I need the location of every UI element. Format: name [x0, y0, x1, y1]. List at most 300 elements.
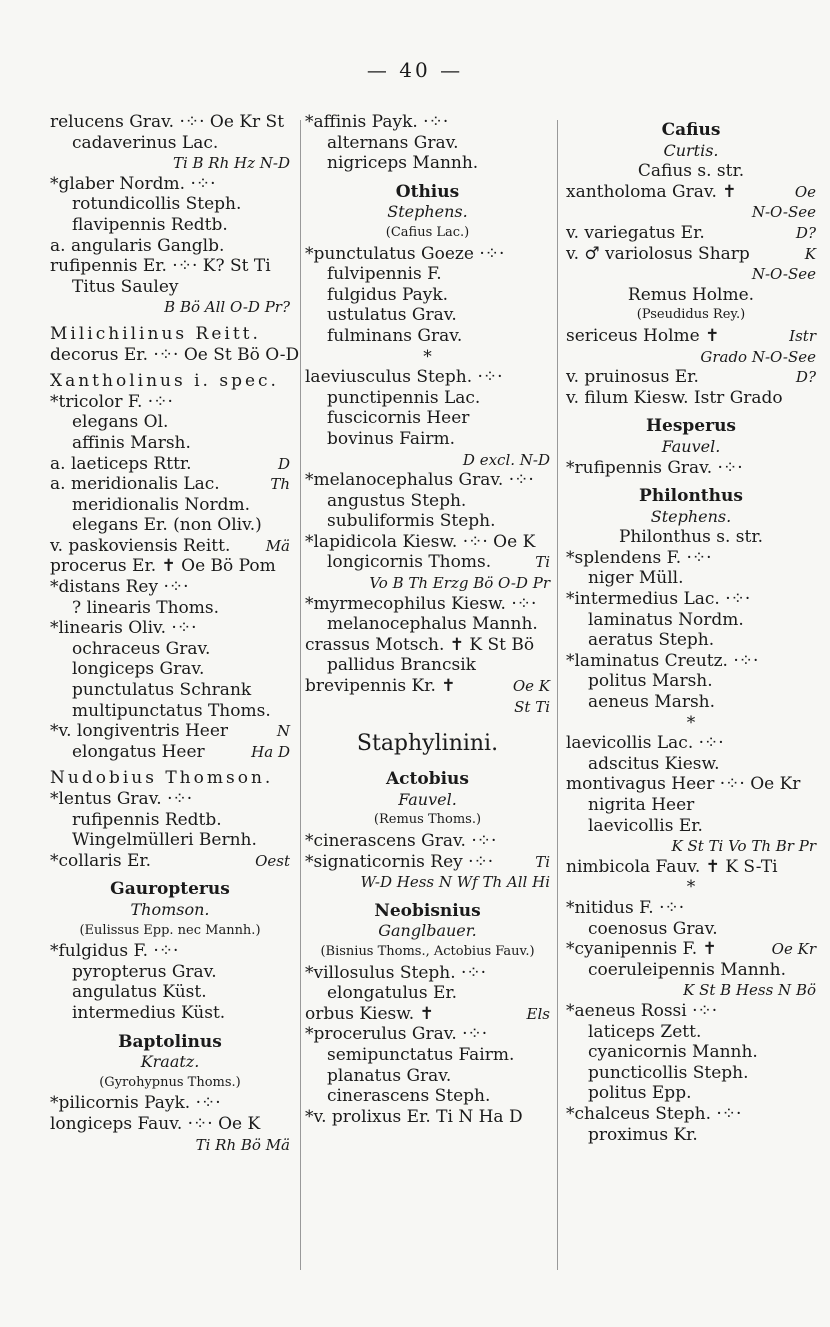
species-entry: [566, 919, 816, 940]
species-entry: [50, 412, 290, 433]
entry-text: ? linearis Thoms.: [72, 597, 219, 618]
entry-text: rufipennis Er. ·⁘· K? St Ti: [50, 256, 271, 277]
species-entry: [305, 408, 550, 429]
species-entry: [305, 326, 550, 347]
entry-text: *nitidus F. ·⁘·: [566, 897, 685, 918]
entry-text: multipunctatus Thoms.: [72, 700, 271, 721]
entry-text: meridionalis Nordm.: [72, 494, 251, 515]
species-entry: [305, 153, 550, 174]
genus-author: [50, 900, 290, 921]
species-entry: [566, 1063, 816, 1084]
entry-text: adscitus Kiesw.: [588, 753, 720, 774]
tribe-heading: [305, 727, 550, 761]
species-entry: [566, 458, 816, 479]
species-entry: [566, 774, 816, 795]
genus-author: [305, 202, 550, 223]
entry-text: (Cafius Lac.): [385, 224, 470, 240]
species-entry: [566, 223, 816, 244]
entry-text: (Pseudidus Rey.): [636, 307, 746, 323]
entry-text: Neobisnius: [374, 900, 481, 921]
entry-text: *lapidicola Kiesw. ·⁘· Oe K: [305, 531, 536, 552]
entry-text: punctipennis Lac.: [327, 387, 481, 408]
species-entry: [50, 962, 290, 983]
species-entry: [50, 133, 290, 154]
distribution-text: K: [804, 244, 816, 263]
entry-text: v. filum Kiesw. Istr Grado: [566, 387, 783, 408]
entry-text: procerus Er. ✝ Oe Bö Pom: [50, 556, 276, 577]
entry-text: *lentus Grav. ·⁘·: [50, 789, 193, 809]
genus-heading: [50, 1032, 290, 1053]
species-entry: [50, 236, 290, 257]
species-entry: [50, 789, 290, 810]
genus-heading: [50, 879, 290, 900]
genus-author: [305, 790, 550, 811]
species-entry: [305, 676, 550, 697]
entry-text: *cinerascens Grav. ·⁘·: [305, 831, 497, 851]
distribution-text: Istr: [789, 326, 816, 345]
species-entry: [50, 112, 290, 133]
species-entry: [50, 851, 290, 872]
entry-text: intermedius Küst.: [72, 1002, 226, 1023]
section-heading: [566, 877, 816, 898]
entry-text: puncticollis Steph.: [588, 1062, 749, 1083]
species-entry: [50, 701, 290, 722]
species-entry: [50, 297, 290, 318]
species-entry: [50, 495, 290, 516]
synonym-note: [566, 305, 816, 326]
species-entry: [566, 244, 816, 265]
species-entry: [50, 1003, 290, 1024]
entry-text: *intermedius Lac. ·⁘·: [566, 589, 751, 610]
species-entry: [566, 347, 816, 368]
distribution-text: K St B Hess N Bö: [683, 981, 816, 1000]
entry-text: subuliformis Steph.: [327, 511, 496, 532]
species-entry: [305, 491, 550, 512]
species-entry: [50, 618, 290, 639]
entry-text: Stephens.: [650, 506, 732, 526]
entry-text: brevipennis Kr. ✝: [305, 676, 456, 697]
entry-text: cinerascens Steph.: [327, 1086, 491, 1107]
entry-text: nigrita Heer: [588, 795, 695, 815]
section-heading: [566, 527, 816, 548]
column-right: [566, 112, 816, 1145]
species-entry: [305, 450, 550, 471]
distribution-text: Vo B Th Erzg Bö O-D Pr: [369, 574, 550, 593]
species-entry: [566, 898, 816, 919]
synonym-note: [305, 810, 550, 831]
entry-text: elongatulus Er.: [327, 983, 458, 1004]
distribution-text: N-O-See: [751, 203, 816, 222]
entry-text: Fauvel.: [398, 789, 457, 809]
entry-text: Xantholinus i. spec.: [50, 371, 279, 392]
species-entry: [50, 392, 290, 413]
species-entry: [566, 610, 816, 631]
entry-text: Othius: [395, 181, 460, 202]
entry-text: Philonthus s. str.: [618, 527, 764, 548]
entry-text: sericeus Holme ✝: [566, 325, 720, 346]
entry-text: (Remus Thoms.): [373, 812, 482, 828]
section-heading: [566, 161, 816, 182]
entry-text: Cafius s. str.: [637, 161, 745, 182]
species-entry: [305, 264, 550, 285]
section-heading: [305, 347, 550, 368]
entry-text: Stephens.: [387, 202, 468, 222]
entry-text: Cafius: [661, 120, 721, 140]
species-entry: [50, 256, 290, 277]
distribution-text: Oe: [794, 182, 816, 201]
species-entry: [50, 830, 290, 851]
species-entry: [566, 960, 816, 981]
species-entry: [566, 630, 816, 651]
species-entry: [50, 474, 290, 495]
distribution-text: Th: [270, 475, 290, 494]
species-entry: [50, 536, 290, 557]
entry-text: xantholoma Grav. ✝: [566, 181, 737, 202]
distribution-text: Grado N-O-See: [700, 347, 816, 366]
entry-text: (Eulissus Epp. nec Mannh.): [79, 922, 261, 938]
entry-text: crassus Motsch. ✝ K St Bö: [305, 634, 535, 655]
entry-text: punctulatus Schrank: [72, 680, 252, 701]
species-entry: [305, 1086, 550, 1107]
distribution-text: Ti Rh Bö Mä: [195, 1135, 290, 1154]
species-entry: [50, 174, 290, 195]
entry-text: politus Epp.: [588, 1083, 692, 1104]
entry-text: Fauvel.: [661, 436, 721, 456]
entry-text: Remus Holme.: [627, 284, 755, 305]
entry-text: elegans Ol.: [72, 412, 169, 433]
distribution-text: St Ti: [514, 697, 550, 716]
entry-text: laminatus Nordm.: [588, 609, 744, 630]
species-entry: [305, 244, 550, 265]
entry-text: fulvipennis F.: [327, 264, 442, 285]
species-entry: [566, 836, 816, 857]
species-entry: [50, 277, 290, 298]
entry-text: fulgidus Payk.: [327, 284, 449, 305]
entry-text: *fulgidus F. ·⁘·: [50, 941, 179, 962]
entry-text: *villosulus Steph. ·⁘·: [305, 962, 487, 983]
entry-text: *punctulatus Goeze ·⁘·: [305, 243, 505, 264]
distribution-text: Els: [526, 1004, 550, 1023]
distribution-text: D: [277, 454, 290, 473]
entry-text: *distans Rey ·⁘·: [50, 577, 189, 598]
distribution-text: Mä: [265, 536, 290, 555]
distribution-text: Ti: [535, 553, 550, 572]
distribution-text: N: [276, 722, 290, 741]
entry-text: *affinis Payk. ·⁘·: [305, 112, 449, 132]
entry-text: semipunctatus Fairm.: [327, 1044, 515, 1065]
species-entry: [566, 202, 816, 223]
genus-heading: [566, 486, 816, 507]
entry-text: v. ♂ variolosus Sharp: [566, 243, 750, 264]
species-entry: [305, 367, 550, 388]
entry-text: angustus Steph.: [327, 490, 467, 511]
entry-text: *: [423, 346, 432, 367]
species-entry: [305, 470, 550, 491]
entry-text: coeruleipennis Mannh.: [588, 959, 787, 980]
entry-text: Philonthus: [639, 486, 743, 507]
distribution-text: Ti B Rh Hz N-D: [172, 154, 290, 173]
species-entry: [305, 963, 550, 984]
entry-text: ochraceus Grav.: [72, 638, 211, 659]
species-entry: [305, 655, 550, 676]
distribution-text: Oest: [255, 851, 290, 870]
genus-heading: [566, 416, 816, 437]
species-entry: [566, 651, 816, 672]
entry-text: nigriceps Mannh.: [327, 153, 479, 174]
entry-text: laevicollis Lac. ·⁘·: [566, 733, 724, 754]
entry-text: *v. longiventris Heer: [50, 721, 229, 742]
species-entry: [566, 754, 816, 775]
entry-text: *procerulus Grav. ·⁘·: [305, 1024, 488, 1045]
subgenus-heading: [50, 371, 290, 392]
entry-text: (Bisnius Thoms., Actobius Fauv.): [320, 943, 535, 959]
species-entry: [50, 598, 290, 619]
species-entry: [305, 635, 550, 656]
entry-text: affinis Marsh.: [72, 432, 191, 453]
entry-text: Gauropterus: [110, 879, 230, 900]
species-entry: [50, 639, 290, 660]
species-entry: [305, 1066, 550, 1087]
distribution-text: B Bö All O-D Pr?: [164, 298, 290, 317]
species-entry: [305, 511, 550, 532]
entry-text: nimbicola Fauv. ✝ K S-Ti: [566, 856, 778, 877]
entry-text: Milichilinus Reitt.: [50, 323, 261, 344]
subgenus-heading: [50, 324, 290, 345]
species-entry: [305, 1004, 550, 1025]
entry-text: a. laeticeps Rttr.: [50, 453, 192, 474]
entry-text: (Gyrohypnus Thoms.): [99, 1074, 241, 1090]
entry-text: montivagus Heer ·⁘· Oe Kr: [566, 774, 801, 795]
genus-author: [305, 921, 550, 942]
entry-text: Nudobius Thomson.: [50, 768, 274, 789]
species-entry: [566, 1022, 816, 1043]
entry-text: *linearis Oliv. ·⁘·: [50, 618, 197, 639]
distribution-text: D?: [795, 223, 816, 242]
species-entry: [566, 733, 816, 754]
entry-text: proximus Kr.: [588, 1124, 698, 1145]
entry-text: a. angularis Ganglb.: [50, 235, 225, 256]
species-entry: [305, 305, 550, 326]
entry-text: aeneus Marsh.: [588, 692, 716, 713]
entry-text: flavipennis Redtb.: [72, 214, 228, 235]
species-entry: [305, 388, 550, 409]
entry-text: planatus Grav.: [327, 1065, 452, 1086]
entry-text: *signaticornis Rey ·⁘·: [305, 851, 494, 872]
species-entry: [566, 939, 816, 960]
subgenus-heading: [50, 768, 290, 789]
entry-text: *splendens F. ·⁘·: [566, 547, 712, 568]
entry-text: rotundicollis Steph.: [72, 194, 242, 215]
entry-text: v. paskoviensis Reitt.: [50, 535, 231, 556]
species-entry: [566, 264, 816, 285]
entry-text: Kraatz.: [140, 1052, 200, 1072]
species-entry: [305, 872, 550, 893]
species-entry: [50, 344, 300, 366]
species-entry: [305, 1024, 550, 1045]
column-divider: [300, 120, 301, 1270]
column-left: [50, 112, 300, 1155]
entry-text: *melanocephalus Grav. ·⁘·: [305, 470, 534, 491]
entry-text: cadaverinus Lac.: [72, 132, 219, 153]
entry-text: Baptolinus: [118, 1031, 222, 1052]
species-entry: [50, 941, 290, 962]
species-entry: [566, 857, 816, 878]
page-number: — 40 —: [366, 58, 464, 82]
species-entry: [305, 1107, 550, 1128]
species-entry: [566, 589, 816, 610]
species-entry: [566, 671, 816, 692]
genus-author: [566, 507, 816, 528]
entry-text: elongatus Heer: [72, 741, 205, 762]
species-entry: [50, 1135, 290, 1156]
species-entry: [566, 1042, 816, 1063]
entry-text: *aeneus Rossi ·⁘·: [566, 1000, 718, 1021]
species-entry: [305, 1045, 550, 1066]
entry-text: elegans Er. (non Oliv.): [72, 515, 262, 536]
species-entry: [305, 594, 550, 615]
entry-text: *tricolor F. ·⁘·: [50, 391, 173, 412]
species-entry: [566, 980, 816, 1001]
entry-text: coenosus Grav.: [588, 918, 718, 939]
species-entry: [50, 680, 290, 701]
species-entry: [50, 433, 290, 454]
entry-text: Staphylinini.: [356, 731, 499, 757]
entry-text: a. meridionalis Lac.: [50, 474, 220, 495]
column-middle: [305, 112, 550, 1127]
genus-heading: [566, 120, 816, 141]
entry-text: longiceps Fauv. ·⁘· Oe K: [50, 1113, 261, 1134]
entry-text: Ganglbauer.: [378, 921, 477, 941]
distribution-text: D?: [795, 368, 816, 387]
species-entry: [566, 816, 816, 837]
section-heading: [566, 713, 816, 734]
entry-text: *chalceus Steph. ·⁘·: [566, 1103, 742, 1124]
entry-text: laeviusculus Steph. ·⁘·: [305, 367, 503, 388]
entry-text: *laminatus Creutz. ·⁘·: [566, 650, 759, 671]
genus-author: [566, 437, 816, 458]
species-entry: [50, 454, 290, 475]
entry-text: Actobius: [385, 769, 469, 790]
species-entry: [566, 1001, 816, 1022]
entry-text: *glaber Nordm. ·⁘·: [50, 173, 216, 194]
species-entry: [305, 285, 550, 306]
species-entry: [566, 568, 816, 589]
species-entry: [305, 614, 550, 635]
species-entry: [566, 388, 816, 409]
entry-text: *: [686, 877, 696, 898]
entry-text: v. variegatus Er.: [566, 222, 705, 243]
species-entry: [566, 548, 816, 569]
species-entry: [305, 532, 550, 553]
entry-text: melanocephalus Mannh.: [327, 614, 538, 635]
entry-text: longicornis Thoms.: [327, 552, 492, 573]
distribution-text: Ti: [535, 852, 550, 871]
species-entry: [50, 577, 290, 598]
section-heading: [566, 285, 816, 306]
entry-text: orbus Kiesw. ✝: [305, 1003, 434, 1024]
distribution-text: K St Ti Vo Th Br Pr: [671, 837, 816, 856]
entry-text: Titus Sauley: [72, 276, 179, 297]
entry-text: *cyanipennis F. ✝: [566, 939, 717, 960]
genus-heading: [305, 182, 550, 203]
species-entry: [305, 697, 550, 718]
species-entry: [566, 1104, 816, 1125]
entry-text: *myrmecophilus Kiesw. ·⁘·: [305, 593, 537, 614]
entry-text: decorus Er. ·⁘· Oe St Bö O-D: [50, 344, 300, 365]
entry-text: *: [686, 712, 696, 733]
synonym-note: [305, 223, 550, 244]
genus-author: [566, 141, 816, 162]
entry-text: Curtis.: [663, 140, 719, 160]
species-entry: [50, 1093, 290, 1114]
entry-text: pallidus Brancsik: [327, 655, 476, 676]
entry-text: Wingelmülleri Bernh.: [72, 830, 257, 851]
synonym-note: [50, 921, 290, 942]
entry-text: aeratus Steph.: [588, 630, 715, 651]
synonym-note: [50, 1073, 290, 1094]
species-entry: [50, 556, 290, 577]
entry-text: *pilicornis Payk. ·⁘·: [50, 1093, 221, 1114]
entry-text: alternans Grav.: [327, 132, 459, 153]
species-entry: [566, 795, 816, 816]
genus-heading: [305, 769, 550, 790]
column-divider: [557, 120, 558, 1270]
distribution-text: Oe K: [512, 677, 550, 696]
species-entry: [566, 1083, 816, 1104]
entry-text: ustulatus Grav.: [327, 305, 457, 326]
entry-text: *rufipennis Grav. ·⁘·: [566, 457, 743, 478]
entry-text: Thomson.: [130, 899, 210, 919]
species-entry: [50, 659, 290, 680]
genus-heading: [305, 901, 550, 922]
species-entry: [50, 215, 290, 236]
species-entry: [305, 852, 550, 873]
entry-text: niger Müll.: [588, 568, 684, 589]
entry-text: laticeps Zett.: [588, 1021, 702, 1042]
species-entry: [566, 1125, 816, 1146]
species-entry: [50, 515, 290, 536]
distribution-text: Oe Kr: [771, 940, 816, 959]
entry-text: rufipennis Redtb.: [72, 809, 222, 830]
entry-text: relucens Grav. ·⁘· Oe Kr St: [50, 112, 285, 132]
species-entry: [566, 367, 816, 388]
species-entry: [50, 1114, 290, 1135]
entry-text: cyanicornis Mannh.: [588, 1042, 758, 1063]
species-entry: [566, 692, 816, 713]
entry-text: *v. prolixus Er. Ti N Ha D: [305, 1106, 523, 1127]
distribution-text: Ha D: [251, 742, 290, 761]
species-entry: [305, 133, 550, 154]
species-entry: [50, 153, 290, 174]
entry-text: fulminans Grav.: [327, 325, 463, 346]
entry-text: *collaris Er.: [50, 850, 152, 871]
synonym-note: [305, 942, 550, 963]
species-entry: [305, 831, 550, 852]
entry-text: pyropterus Grav.: [72, 961, 217, 982]
species-entry: [566, 182, 816, 203]
entry-text: longiceps Grav.: [72, 659, 205, 680]
entry-text: politus Marsh.: [588, 671, 713, 692]
entry-text: laevicollis Er.: [588, 815, 703, 836]
distribution-text: D excl. N-D: [462, 450, 550, 469]
species-entry: [50, 721, 290, 742]
entry-text: Hesperus: [645, 416, 737, 437]
entry-text: angulatus Küst.: [72, 982, 207, 1003]
species-entry: [50, 742, 290, 763]
distribution-text: W-D Hess N Wf Th All Hi: [360, 873, 550, 892]
species-entry: [305, 552, 550, 573]
species-entry: [50, 810, 290, 831]
